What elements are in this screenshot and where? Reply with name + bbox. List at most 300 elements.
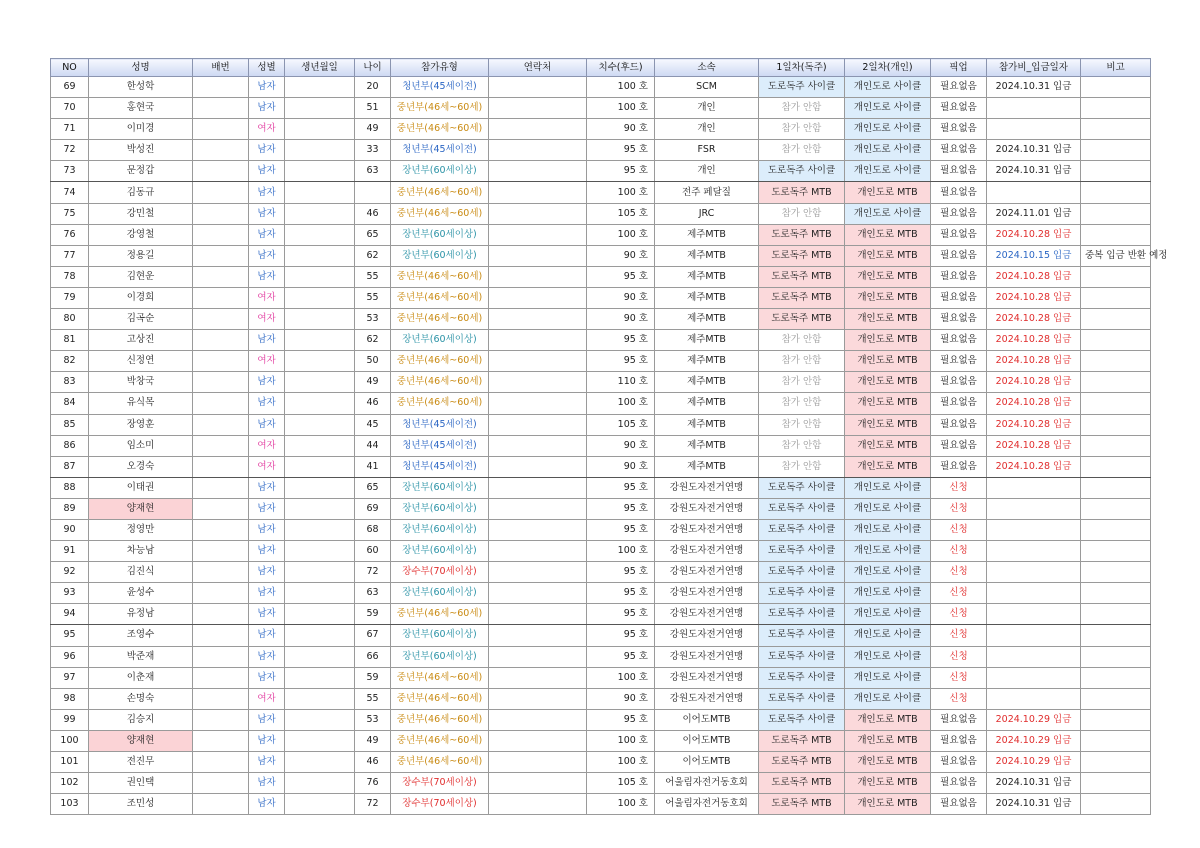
contact-cell[interactable] bbox=[489, 309, 587, 330]
category-cell[interactable]: 중년부(46세~60세) bbox=[391, 182, 489, 203]
column-header[interactable]: NO bbox=[51, 59, 89, 77]
no-cell[interactable]: 83 bbox=[51, 372, 89, 393]
age-cell[interactable] bbox=[355, 182, 391, 203]
gender-cell[interactable]: 남자 bbox=[249, 393, 285, 414]
pickup-cell[interactable]: 신청 bbox=[931, 498, 987, 519]
name-cell[interactable]: 전진무 bbox=[89, 752, 193, 773]
no-cell[interactable]: 96 bbox=[51, 646, 89, 667]
contact-cell[interactable] bbox=[489, 625, 587, 646]
table-row[interactable] bbox=[51, 266, 1151, 287]
bib-cell[interactable] bbox=[193, 98, 249, 119]
name-cell[interactable]: 유식목 bbox=[89, 393, 193, 414]
bib-cell[interactable] bbox=[193, 562, 249, 583]
category-cell[interactable]: 중년부(46세~60세) bbox=[391, 752, 489, 773]
team-cell[interactable]: 강원도자전거연맹 bbox=[655, 583, 759, 604]
name-cell[interactable]: 정용길 bbox=[89, 245, 193, 266]
contact-cell[interactable] bbox=[489, 203, 587, 224]
payment-cell[interactable] bbox=[987, 583, 1081, 604]
birthdate-cell[interactable] bbox=[285, 414, 355, 435]
contact-cell[interactable] bbox=[489, 541, 587, 562]
gender-cell[interactable]: 여자 bbox=[249, 456, 285, 477]
name-cell[interactable]: 차능남 bbox=[89, 541, 193, 562]
birthdate-cell[interactable] bbox=[285, 646, 355, 667]
category-cell[interactable]: 장년부(60세이상) bbox=[391, 583, 489, 604]
name-cell[interactable]: 김승지 bbox=[89, 709, 193, 730]
bib-cell[interactable] bbox=[193, 752, 249, 773]
pickup-cell[interactable]: 필요없음 bbox=[931, 266, 987, 287]
table-row[interactable] bbox=[51, 456, 1151, 477]
category-cell[interactable]: 중년부(46세~60세) bbox=[391, 203, 489, 224]
team-cell[interactable]: 제주MTB bbox=[655, 456, 759, 477]
remarks-cell[interactable] bbox=[1081, 688, 1151, 709]
day2-cell[interactable]: 개인도로 사이클 bbox=[845, 119, 931, 140]
remarks-cell[interactable] bbox=[1081, 77, 1151, 98]
team-cell[interactable]: 제주MTB bbox=[655, 266, 759, 287]
gender-cell[interactable]: 남자 bbox=[249, 182, 285, 203]
day2-cell[interactable]: 개인도로 MTB bbox=[845, 287, 931, 308]
no-cell[interactable]: 69 bbox=[51, 77, 89, 98]
birthdate-cell[interactable] bbox=[285, 182, 355, 203]
category-cell[interactable]: 장년부(60세이상) bbox=[391, 541, 489, 562]
table-row[interactable] bbox=[51, 161, 1151, 182]
age-cell[interactable]: 49 bbox=[355, 730, 391, 751]
team-cell[interactable]: 이어도MTB bbox=[655, 709, 759, 730]
bib-cell[interactable] bbox=[193, 794, 249, 815]
size-cell[interactable]: 105 호 bbox=[587, 414, 655, 435]
bib-cell[interactable] bbox=[193, 203, 249, 224]
name-cell[interactable]: 손명숙 bbox=[89, 688, 193, 709]
remarks-cell[interactable] bbox=[1081, 625, 1151, 646]
day1-cell[interactable]: 참가 안함 bbox=[759, 393, 845, 414]
category-cell[interactable]: 청년부(45세이전) bbox=[391, 414, 489, 435]
name-cell[interactable]: 한성학 bbox=[89, 77, 193, 98]
age-cell[interactable]: 63 bbox=[355, 161, 391, 182]
table-row[interactable] bbox=[51, 309, 1151, 330]
table-row[interactable] bbox=[51, 393, 1151, 414]
bib-cell[interactable] bbox=[193, 773, 249, 794]
gender-cell[interactable]: 남자 bbox=[249, 667, 285, 688]
age-cell[interactable]: 72 bbox=[355, 794, 391, 815]
bib-cell[interactable] bbox=[193, 140, 249, 161]
day2-cell[interactable]: 개인도로 사이클 bbox=[845, 203, 931, 224]
payment-cell[interactable]: 2024.10.31 입금 bbox=[987, 77, 1081, 98]
day2-cell[interactable]: 개인도로 MTB bbox=[845, 414, 931, 435]
gender-cell[interactable]: 여자 bbox=[249, 309, 285, 330]
age-cell[interactable]: 33 bbox=[355, 140, 391, 161]
table-row[interactable] bbox=[51, 140, 1151, 161]
day1-cell[interactable]: 참가 안함 bbox=[759, 98, 845, 119]
day1-cell[interactable]: 참가 안함 bbox=[759, 435, 845, 456]
contact-cell[interactable] bbox=[489, 182, 587, 203]
bib-cell[interactable] bbox=[193, 351, 249, 372]
day1-cell[interactable]: 도로독주 사이클 bbox=[759, 709, 845, 730]
name-cell[interactable]: 이경희 bbox=[89, 287, 193, 308]
name-cell[interactable]: 김동규 bbox=[89, 182, 193, 203]
team-cell[interactable]: 개인 bbox=[655, 98, 759, 119]
day2-cell[interactable]: 개인도로 사이클 bbox=[845, 583, 931, 604]
day1-cell[interactable]: 도로독주 사이클 bbox=[759, 77, 845, 98]
pickup-cell[interactable]: 필요없음 bbox=[931, 794, 987, 815]
category-cell[interactable]: 장년부(60세이상) bbox=[391, 477, 489, 498]
name-cell[interactable]: 정영만 bbox=[89, 519, 193, 540]
category-cell[interactable]: 장수부(70세이상) bbox=[391, 562, 489, 583]
table-row[interactable] bbox=[51, 245, 1151, 266]
name-cell[interactable]: 유정남 bbox=[89, 604, 193, 625]
day2-cell[interactable]: 개인도로 사이클 bbox=[845, 604, 931, 625]
contact-cell[interactable] bbox=[489, 730, 587, 751]
bib-cell[interactable] bbox=[193, 498, 249, 519]
gender-cell[interactable]: 여자 bbox=[249, 287, 285, 308]
category-cell[interactable]: 중년부(46세~60세) bbox=[391, 667, 489, 688]
pickup-cell[interactable]: 필요없음 bbox=[931, 330, 987, 351]
bib-cell[interactable] bbox=[193, 583, 249, 604]
table-row[interactable] bbox=[51, 330, 1151, 351]
gender-cell[interactable]: 남자 bbox=[249, 224, 285, 245]
birthdate-cell[interactable] bbox=[285, 140, 355, 161]
gender-cell[interactable]: 남자 bbox=[249, 583, 285, 604]
day1-cell[interactable]: 도로독주 사이클 bbox=[759, 625, 845, 646]
pickup-cell[interactable]: 필요없음 bbox=[931, 98, 987, 119]
column-header[interactable]: 1일차(독주) bbox=[759, 59, 845, 77]
bib-cell[interactable] bbox=[193, 667, 249, 688]
column-header[interactable]: 성별 bbox=[249, 59, 285, 77]
day1-cell[interactable]: 도로독주 사이클 bbox=[759, 477, 845, 498]
size-cell[interactable]: 90 호 bbox=[587, 688, 655, 709]
category-cell[interactable]: 중년부(46세~60세) bbox=[391, 688, 489, 709]
table-row[interactable] bbox=[51, 688, 1151, 709]
payment-cell[interactable]: 2024.10.29 입금 bbox=[987, 752, 1081, 773]
day2-cell[interactable]: 개인도로 MTB bbox=[845, 351, 931, 372]
size-cell[interactable]: 90 호 bbox=[587, 456, 655, 477]
birthdate-cell[interactable] bbox=[285, 351, 355, 372]
day1-cell[interactable]: 도로독주 사이클 bbox=[759, 604, 845, 625]
pickup-cell[interactable]: 필요없음 bbox=[931, 435, 987, 456]
day2-cell[interactable]: 개인도로 사이클 bbox=[845, 646, 931, 667]
name-cell[interactable]: 문정갑 bbox=[89, 161, 193, 182]
category-cell[interactable]: 장년부(60세이상) bbox=[391, 161, 489, 182]
size-cell[interactable]: 100 호 bbox=[587, 393, 655, 414]
birthdate-cell[interactable] bbox=[285, 98, 355, 119]
payment-cell[interactable] bbox=[987, 519, 1081, 540]
no-cell[interactable]: 99 bbox=[51, 709, 89, 730]
remarks-cell[interactable] bbox=[1081, 203, 1151, 224]
bib-cell[interactable] bbox=[193, 730, 249, 751]
gender-cell[interactable]: 남자 bbox=[249, 372, 285, 393]
column-header[interactable]: 생년월일 bbox=[285, 59, 355, 77]
size-cell[interactable]: 95 호 bbox=[587, 140, 655, 161]
pickup-cell[interactable]: 필요없음 bbox=[931, 245, 987, 266]
bib-cell[interactable] bbox=[193, 604, 249, 625]
payment-cell[interactable] bbox=[987, 498, 1081, 519]
category-cell[interactable]: 장년부(60세이상) bbox=[391, 646, 489, 667]
birthdate-cell[interactable] bbox=[285, 435, 355, 456]
team-cell[interactable]: 강원도자전거연맹 bbox=[655, 646, 759, 667]
category-cell[interactable]: 장년부(60세이상) bbox=[391, 498, 489, 519]
contact-cell[interactable] bbox=[489, 140, 587, 161]
contact-cell[interactable] bbox=[489, 393, 587, 414]
day1-cell[interactable]: 도로독주 사이클 bbox=[759, 161, 845, 182]
gender-cell[interactable]: 남자 bbox=[249, 625, 285, 646]
birthdate-cell[interactable] bbox=[285, 393, 355, 414]
team-cell[interactable]: 어울림자전거동호회 bbox=[655, 773, 759, 794]
category-cell[interactable]: 장년부(60세이상) bbox=[391, 519, 489, 540]
day2-cell[interactable]: 개인도로 사이클 bbox=[845, 98, 931, 119]
payment-cell[interactable]: 2024.10.15 입금 bbox=[987, 245, 1081, 266]
payment-cell[interactable] bbox=[987, 646, 1081, 667]
age-cell[interactable]: 50 bbox=[355, 351, 391, 372]
age-cell[interactable]: 55 bbox=[355, 287, 391, 308]
day2-cell[interactable]: 개인도로 사이클 bbox=[845, 140, 931, 161]
size-cell[interactable]: 100 호 bbox=[587, 667, 655, 688]
size-cell[interactable]: 90 호 bbox=[587, 287, 655, 308]
name-cell[interactable]: 김곡순 bbox=[89, 309, 193, 330]
day1-cell[interactable]: 도로독주 MTB bbox=[759, 309, 845, 330]
birthdate-cell[interactable] bbox=[285, 752, 355, 773]
age-cell[interactable]: 41 bbox=[355, 456, 391, 477]
age-cell[interactable]: 65 bbox=[355, 224, 391, 245]
table-row[interactable] bbox=[51, 119, 1151, 140]
day2-cell[interactable]: 개인도로 MTB bbox=[845, 730, 931, 751]
gender-cell[interactable]: 남자 bbox=[249, 794, 285, 815]
pickup-cell[interactable]: 신청 bbox=[931, 583, 987, 604]
table-row[interactable] bbox=[51, 414, 1151, 435]
day2-cell[interactable]: 개인도로 사이클 bbox=[845, 688, 931, 709]
day2-cell[interactable]: 개인도로 MTB bbox=[845, 182, 931, 203]
team-cell[interactable]: JRC bbox=[655, 203, 759, 224]
age-cell[interactable]: 49 bbox=[355, 119, 391, 140]
table-row[interactable] bbox=[51, 372, 1151, 393]
size-cell[interactable]: 95 호 bbox=[587, 161, 655, 182]
category-cell[interactable]: 장수부(70세이상) bbox=[391, 794, 489, 815]
contact-cell[interactable] bbox=[489, 98, 587, 119]
no-cell[interactable]: 97 bbox=[51, 667, 89, 688]
birthdate-cell[interactable] bbox=[285, 541, 355, 562]
day1-cell[interactable]: 참가 안함 bbox=[759, 414, 845, 435]
day2-cell[interactable]: 개인도로 사이클 bbox=[845, 625, 931, 646]
birthdate-cell[interactable] bbox=[285, 266, 355, 287]
pickup-cell[interactable]: 신청 bbox=[931, 667, 987, 688]
day1-cell[interactable]: 참가 안함 bbox=[759, 351, 845, 372]
name-cell[interactable]: 이미경 bbox=[89, 119, 193, 140]
no-cell[interactable]: 92 bbox=[51, 562, 89, 583]
age-cell[interactable]: 76 bbox=[355, 773, 391, 794]
team-cell[interactable]: 강원도자전거연맹 bbox=[655, 477, 759, 498]
name-cell[interactable]: 김진식 bbox=[89, 562, 193, 583]
team-cell[interactable]: 제주MTB bbox=[655, 330, 759, 351]
no-cell[interactable]: 80 bbox=[51, 309, 89, 330]
pickup-cell[interactable]: 신청 bbox=[931, 541, 987, 562]
age-cell[interactable]: 51 bbox=[355, 98, 391, 119]
age-cell[interactable]: 20 bbox=[355, 77, 391, 98]
category-cell[interactable]: 청년부(45세이전) bbox=[391, 140, 489, 161]
pickup-cell[interactable]: 신청 bbox=[931, 625, 987, 646]
day1-cell[interactable]: 도로독주 MTB bbox=[759, 752, 845, 773]
pickup-cell[interactable]: 필요없음 bbox=[931, 730, 987, 751]
payment-cell[interactable]: 2024.10.31 입금 bbox=[987, 161, 1081, 182]
payment-cell[interactable]: 2024.10.31 입금 bbox=[987, 140, 1081, 161]
payment-cell[interactable]: 2024.10.28 입금 bbox=[987, 393, 1081, 414]
remarks-cell[interactable] bbox=[1081, 498, 1151, 519]
age-cell[interactable]: 68 bbox=[355, 519, 391, 540]
day1-cell[interactable]: 도로독주 MTB bbox=[759, 266, 845, 287]
payment-cell[interactable]: 2024.10.29 입금 bbox=[987, 709, 1081, 730]
name-cell[interactable]: 김현운 bbox=[89, 266, 193, 287]
bib-cell[interactable] bbox=[193, 646, 249, 667]
gender-cell[interactable]: 남자 bbox=[249, 752, 285, 773]
remarks-cell[interactable] bbox=[1081, 224, 1151, 245]
day1-cell[interactable]: 도로독주 사이클 bbox=[759, 583, 845, 604]
table-row[interactable] bbox=[51, 794, 1151, 815]
age-cell[interactable]: 59 bbox=[355, 604, 391, 625]
size-cell[interactable]: 90 호 bbox=[587, 309, 655, 330]
name-cell[interactable]: 양재현 bbox=[89, 498, 193, 519]
gender-cell[interactable]: 남자 bbox=[249, 498, 285, 519]
name-cell[interactable]: 박창국 bbox=[89, 372, 193, 393]
day2-cell[interactable]: 개인도로 사이클 bbox=[845, 667, 931, 688]
no-cell[interactable]: 74 bbox=[51, 182, 89, 203]
no-cell[interactable]: 85 bbox=[51, 414, 89, 435]
column-header[interactable]: 소속 bbox=[655, 59, 759, 77]
team-cell[interactable]: 제주MTB bbox=[655, 287, 759, 308]
bib-cell[interactable] bbox=[193, 330, 249, 351]
size-cell[interactable]: 100 호 bbox=[587, 182, 655, 203]
contact-cell[interactable] bbox=[489, 773, 587, 794]
column-header[interactable]: 참가유형 bbox=[391, 59, 489, 77]
category-cell[interactable]: 장년부(60세이상) bbox=[391, 625, 489, 646]
size-cell[interactable]: 100 호 bbox=[587, 730, 655, 751]
table-row[interactable] bbox=[51, 604, 1151, 625]
birthdate-cell[interactable] bbox=[285, 477, 355, 498]
gender-cell[interactable]: 여자 bbox=[249, 688, 285, 709]
contact-cell[interactable] bbox=[489, 266, 587, 287]
no-cell[interactable]: 72 bbox=[51, 140, 89, 161]
contact-cell[interactable] bbox=[489, 562, 587, 583]
contact-cell[interactable] bbox=[489, 477, 587, 498]
table-row[interactable] bbox=[51, 625, 1151, 646]
gender-cell[interactable]: 여자 bbox=[249, 435, 285, 456]
bib-cell[interactable] bbox=[193, 119, 249, 140]
category-cell[interactable]: 중년부(46세~60세) bbox=[391, 604, 489, 625]
birthdate-cell[interactable] bbox=[285, 119, 355, 140]
payment-cell[interactable]: 2024.10.28 입금 bbox=[987, 224, 1081, 245]
gender-cell[interactable]: 남자 bbox=[249, 519, 285, 540]
birthdate-cell[interactable] bbox=[285, 667, 355, 688]
team-cell[interactable]: 이어도MTB bbox=[655, 752, 759, 773]
table-row[interactable] bbox=[51, 541, 1151, 562]
name-cell[interactable]: 이태권 bbox=[89, 477, 193, 498]
gender-cell[interactable]: 남자 bbox=[249, 477, 285, 498]
table-row[interactable] bbox=[51, 287, 1151, 308]
gender-cell[interactable]: 남자 bbox=[249, 330, 285, 351]
column-header[interactable]: 나이 bbox=[355, 59, 391, 77]
age-cell[interactable]: 59 bbox=[355, 667, 391, 688]
remarks-cell[interactable] bbox=[1081, 435, 1151, 456]
remarks-cell[interactable] bbox=[1081, 245, 1168, 266]
pickup-cell[interactable]: 필요없음 bbox=[931, 372, 987, 393]
age-cell[interactable]: 67 bbox=[355, 625, 391, 646]
size-cell[interactable]: 90 호 bbox=[587, 435, 655, 456]
pickup-cell[interactable]: 필요없음 bbox=[931, 140, 987, 161]
birthdate-cell[interactable] bbox=[285, 287, 355, 308]
no-cell[interactable]: 93 bbox=[51, 583, 89, 604]
category-cell[interactable]: 중년부(46세~60세) bbox=[391, 351, 489, 372]
remarks-cell[interactable] bbox=[1081, 287, 1151, 308]
birthdate-cell[interactable] bbox=[285, 203, 355, 224]
pickup-cell[interactable]: 필요없음 bbox=[931, 203, 987, 224]
contact-cell[interactable] bbox=[489, 372, 587, 393]
bib-cell[interactable] bbox=[193, 266, 249, 287]
table-row[interactable] bbox=[51, 667, 1151, 688]
birthdate-cell[interactable] bbox=[285, 604, 355, 625]
table-row[interactable] bbox=[51, 477, 1151, 498]
payment-cell[interactable] bbox=[987, 98, 1081, 119]
no-cell[interactable]: 95 bbox=[51, 625, 89, 646]
name-cell[interactable]: 강민철 bbox=[89, 203, 193, 224]
bib-cell[interactable] bbox=[193, 309, 249, 330]
no-cell[interactable]: 89 bbox=[51, 498, 89, 519]
payment-cell[interactable]: 2024.10.28 입금 bbox=[987, 414, 1081, 435]
size-cell[interactable]: 95 호 bbox=[587, 351, 655, 372]
team-cell[interactable]: 강원도자전거연맹 bbox=[655, 667, 759, 688]
day1-cell[interactable]: 도로독주 MTB bbox=[759, 730, 845, 751]
size-cell[interactable]: 95 호 bbox=[587, 709, 655, 730]
team-cell[interactable]: 이어도MTB bbox=[655, 730, 759, 751]
gender-cell[interactable]: 남자 bbox=[249, 730, 285, 751]
payment-cell[interactable] bbox=[987, 182, 1081, 203]
name-cell[interactable]: 이춘재 bbox=[89, 667, 193, 688]
payment-cell[interactable] bbox=[987, 119, 1081, 140]
remarks-cell[interactable] bbox=[1081, 161, 1151, 182]
birthdate-cell[interactable] bbox=[285, 245, 355, 266]
contact-cell[interactable] bbox=[489, 583, 587, 604]
category-cell[interactable]: 청년부(45세이전) bbox=[391, 77, 489, 98]
payment-cell[interactable]: 2024.11.01 입금 bbox=[987, 203, 1081, 224]
size-cell[interactable]: 95 호 bbox=[587, 583, 655, 604]
birthdate-cell[interactable] bbox=[285, 498, 355, 519]
contact-cell[interactable] bbox=[489, 604, 587, 625]
table-row[interactable] bbox=[51, 224, 1151, 245]
gender-cell[interactable]: 남자 bbox=[249, 266, 285, 287]
pickup-cell[interactable]: 필요없음 bbox=[931, 224, 987, 245]
no-cell[interactable]: 71 bbox=[51, 119, 89, 140]
day2-cell[interactable]: 개인도로 사이클 bbox=[845, 562, 931, 583]
no-cell[interactable]: 73 bbox=[51, 161, 89, 182]
remarks-cell[interactable] bbox=[1081, 309, 1151, 330]
name-cell[interactable]: 윤성수 bbox=[89, 583, 193, 604]
size-cell[interactable]: 95 호 bbox=[587, 330, 655, 351]
table-row[interactable] bbox=[51, 773, 1151, 794]
no-cell[interactable]: 84 bbox=[51, 393, 89, 414]
category-cell[interactable]: 중년부(46세~60세) bbox=[391, 372, 489, 393]
name-cell[interactable]: 장영훈 bbox=[89, 414, 193, 435]
size-cell[interactable]: 95 호 bbox=[587, 646, 655, 667]
payment-cell[interactable]: 2024.10.28 입금 bbox=[987, 435, 1081, 456]
contact-cell[interactable] bbox=[489, 245, 587, 266]
size-cell[interactable]: 100 호 bbox=[587, 224, 655, 245]
day1-cell[interactable]: 도로독주 MTB bbox=[759, 182, 845, 203]
age-cell[interactable]: 55 bbox=[355, 688, 391, 709]
contact-cell[interactable] bbox=[489, 414, 587, 435]
day1-cell[interactable]: 도로독주 MTB bbox=[759, 287, 845, 308]
team-cell[interactable]: 개인 bbox=[655, 161, 759, 182]
age-cell[interactable]: 49 bbox=[355, 372, 391, 393]
payment-cell[interactable] bbox=[987, 688, 1081, 709]
remarks-cell[interactable] bbox=[1081, 794, 1151, 815]
team-cell[interactable]: 제주MTB bbox=[655, 435, 759, 456]
pickup-cell[interactable]: 필요없음 bbox=[931, 161, 987, 182]
contact-cell[interactable] bbox=[489, 498, 587, 519]
bib-cell[interactable] bbox=[193, 224, 249, 245]
